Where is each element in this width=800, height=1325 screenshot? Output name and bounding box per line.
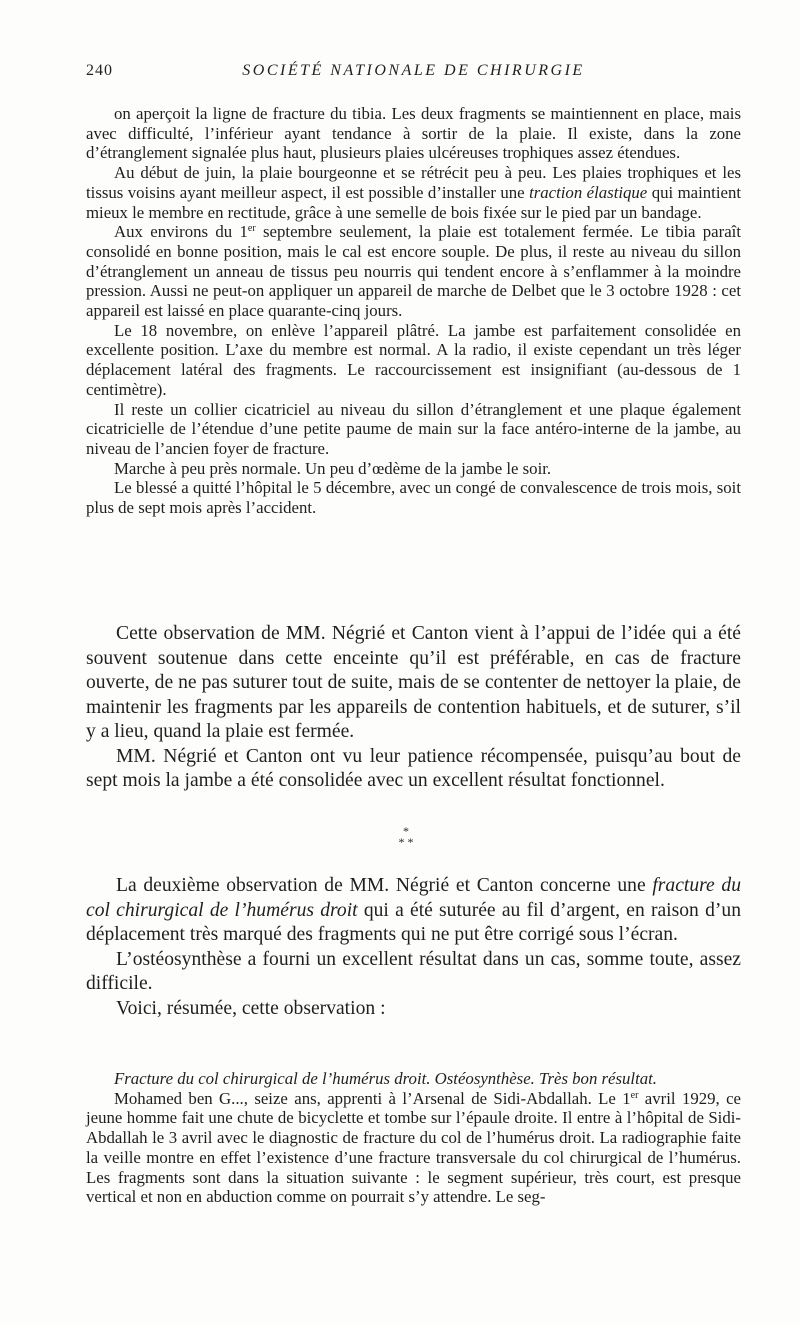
superscript: er xyxy=(630,1089,639,1101)
asterism-bottom: * * xyxy=(398,835,414,849)
paragraph: Il reste un collier cicatriciel au niveau du sillon d’étranglement et une plaque également cicatricielle de l’étendue d’une petite paume de main sur la face antéro-interne de la jambe, au niveau de l’ancien foyer de fracture. xyxy=(86,399,741,458)
asterism-top: * xyxy=(403,824,409,838)
running-title: SOCIÉTÉ NATIONALE DE CHIRURGIE xyxy=(242,62,585,79)
paragraph: Marche à peu près normale. Un peu d’œdème de la jambe le soir. xyxy=(114,458,552,478)
superscript: er xyxy=(247,223,256,235)
paragraph: Cette observation de MM. Négrié et Canton vient à l’appui de l’idée qui a été souvent soutenue dans cette enceinte qu’il est préférable, en cas de fracture ouverte, de ne pas suturer tout de suite, mais de se contenter de nettoyer la plaie, de maintenir les fragments par les appareils de contention habituels, et de suturer, s’il y a lieu, quand la plaie est fermée. xyxy=(86,623,741,742)
case-two-section xyxy=(86,1069,741,1207)
paragraph xyxy=(86,163,741,222)
text-run: Aux environs du 1 xyxy=(114,222,248,242)
paragraph xyxy=(86,1089,741,1207)
commentary-section xyxy=(86,622,741,794)
text-run: Au début de juin, la plaie bourgeonne et se rétrécit peu à peu. Les plaies trophiques et les tissus voisins ayant meilleur aspect, il est possible d’installer une xyxy=(86,163,741,202)
paragraph: Le blessé a quitté l’hôpital le 5 décembre, avec un congé de convalescence de trois mois, soit plus de sept mois après l’accident. xyxy=(86,478,741,518)
paragraph xyxy=(86,874,741,948)
text-run: La deuxième observation de MM. Négrié et Canton concerne une xyxy=(116,875,653,896)
case-one-section xyxy=(86,104,741,518)
text-run: qui maintient mieux le membre en rectitude, grâce à une semelle de bois fixée sur le pied par un bandage. xyxy=(86,182,742,222)
emphasis: traction élastique xyxy=(529,182,648,202)
paragraph: L’ostéosynthèse a fourni un excellent résultat dans un cas, somme toute, assez difficile. xyxy=(86,948,741,994)
case-heading: Fracture du col chirurgical de l’humérus droit. Ostéosynthèse. Très bon résultat. xyxy=(114,1069,658,1088)
text-run: septembre seulement, la plaie est totalement fermée. Le tibia paraît consolidé en bonne position, mais le cal est encore souple. De plus, il reste au niveau du sillon d’étranglement un anneau de tissus peu nourris qui tendent encore à s’enflammer à la moindre pression. Aussi ne peut-on appliquer un appareil de marche de Delbet que le 3 octobre 1928 : cet appareil est laissé en place quarante-cinq jours. xyxy=(86,222,741,321)
paragraph: MM. Négrié et Canton ont vu leur patience récompensée, puisqu’au bout de sept mois la jambe a été consolidée avec un excellent résultat fonctionnel. xyxy=(86,745,741,791)
paragraph: on aperçoit la ligne de fracture du tibia. Les deux fragments se maintiennent en place, mais avec difficulté, l’inférieur ayant tendance à sortir de la plaie. Il existe, dans la zone d’étranglement signalée plus haut, plusieurs plaies ulcéreuses trophiques assez étendues. xyxy=(86,104,741,163)
paragraph xyxy=(86,222,741,321)
second-observation-section xyxy=(86,874,741,1021)
emphasis: fracture du col chirurgical de l’humérus droit xyxy=(86,875,741,921)
text-run: avril 1929, ce jeune homme fait une chute de bicyclette et tombe sur l’épaule droite. Il entre à l’hôpital de Sidi-Abdallah le 3 avril avec le diagnostic de fracture du col de l’humérus droit. La radiographie faite la veille montre en effet l’existence d’une fracture transversale du col chirurgical de l’humérus. Les fragments sont dans la situation suivante : le segment supérieur, très court, est presque vertical et non en abduction comme on pourrait s’y attendre. Le seg- xyxy=(86,1088,741,1207)
page-number: 240 xyxy=(86,62,113,79)
text-run: Mohamed ben G..., seize ans, apprenti à l’Arsenal de Sidi-Abdallah. Le 1 xyxy=(114,1088,631,1108)
paragraph: Voici, résumée, cette observation : xyxy=(116,997,386,1019)
text-run: qui a été suturée au fil d’argent, en raison d’un déplacement très marqué des fragments qui ne put être corrigé sous l’écran. xyxy=(86,899,741,945)
section-asterism xyxy=(386,826,426,852)
page-header xyxy=(86,62,741,86)
paragraph: Le 18 novembre, on enlève l’appareil plâtré. La jambe est parfaitement consolidée en excellente position. L’axe du membre est normal. A la radio, il existe cependant un très léger déplacement latéral des fragments. Le raccourcissement est insignifiant (au-dessous de 1 centimètre). xyxy=(86,320,741,399)
